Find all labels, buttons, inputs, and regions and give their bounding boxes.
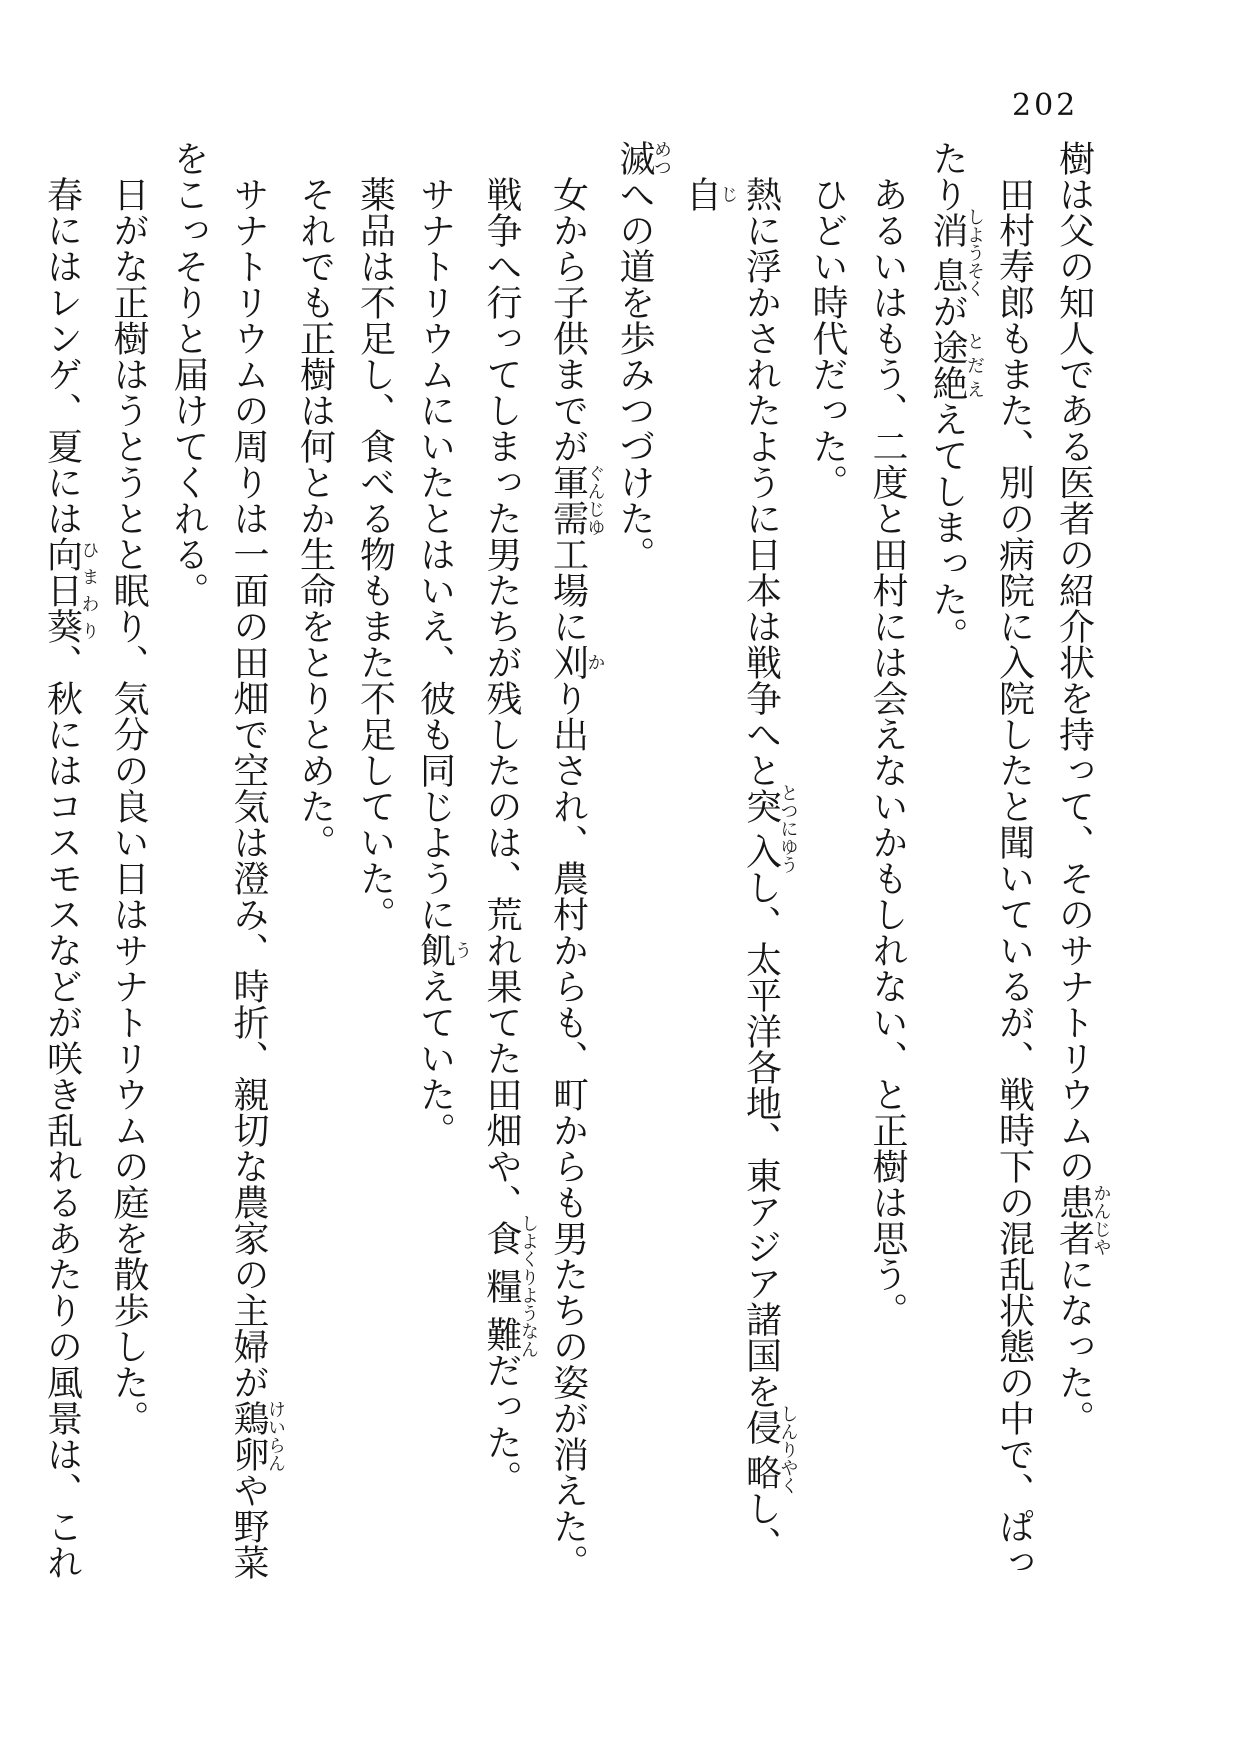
ruby-annotation: 自じ — [680, 176, 739, 212]
furigana: じ — [717, 176, 739, 212]
text-line: サナトリウムにいたとはいえ、彼も同じように飢うえていた。 — [414, 176, 473, 1148]
text-line: 女から子供までが軍需ぐんじゆ工場に刈かり出され、農村からも、町からも男たちの姿が消えた。 — [547, 176, 606, 1580]
text-line: たり消息しようそくが途絶とだええてしまった。 — [927, 140, 985, 653]
text-line: 日がな正樹はうとうとと眠り、気分の良い日はサナトリウムの庭を散歩した。 — [108, 176, 149, 1436]
page-number: 202 — [1012, 88, 1079, 123]
text-line: 田村寿郎もまた、別の病院に入院したと聞いているが、戦時下の混乱状態の中で、ぱっ — [993, 176, 1035, 1580]
text-line: 春にはレンゲ、夏には向日葵ひまわり、秋にはコスモスなどが咲き乱れるあたりの風景は、これ — [41, 176, 100, 1580]
furigana: めつ — [651, 140, 672, 176]
ruby-annotation: 患者かんじや — [1053, 1184, 1112, 1256]
text-line: 薬品は不足し、食べる物もまた不足していた。 — [354, 176, 396, 932]
ruby-annotation: 刈か — [547, 644, 606, 680]
text-line: あるいはもう、二度と田村には会えないかもしれない、と正樹は思う。 — [867, 176, 908, 1328]
text-line: ひどい時代だった。 — [807, 176, 848, 500]
furigana: けいらん — [265, 1400, 286, 1472]
ruby-annotation: 軍需ぐんじゆ — [547, 464, 606, 536]
furigana: かんじや — [1090, 1184, 1112, 1256]
furigana: とつにゆう — [777, 783, 799, 874]
ruby-annotation: 滅めつ — [614, 140, 672, 176]
furigana: ひまわり — [78, 536, 100, 644]
ruby-annotation: 鶏卵けいらん — [228, 1400, 286, 1472]
text-line: 熱に浮かされたように日本は戦争へと突入とつにゆうし、太平洋各地、東アジア諸国を侵略しんりやくし、自じ — [680, 176, 799, 1562]
text-line: それでも正樹は何とか生命をとりとめた。 — [294, 176, 336, 860]
furigana: か — [584, 644, 606, 680]
furigana: しよくりようなん — [518, 1214, 539, 1358]
furigana: ぐんじゆ — [584, 464, 606, 536]
text-line: 戦争へ行ってしまった男たちが残したのは、荒れ果てた田畑や、食糧難しよくりようなんだった。 — [481, 176, 539, 1496]
text-line: 滅めつへの道を歩みつづけた。 — [614, 140, 672, 572]
ruby-annotation: 向日葵ひまわり — [41, 536, 100, 644]
body-text — [32, 140, 1111, 1580]
furigana: しんりやく — [777, 1404, 799, 1495]
ruby-annotation: 消息しようそく — [927, 207, 985, 298]
furigana: とだえ — [964, 329, 985, 401]
ruby-annotation: 食糧難しよくりようなん — [481, 1214, 539, 1358]
text-line: 樹は父の知人である医者の紹介状を持って、そのサナトリウムの患者かんじやになった。 — [1053, 140, 1112, 1436]
furigana: しようそく — [964, 207, 985, 298]
ruby-annotation: 飢う — [414, 932, 473, 968]
ruby-annotation: 途絶とだえ — [927, 329, 985, 401]
ruby-annotation: 突入とつにゆう — [740, 783, 799, 874]
ruby-annotation: 侵略しんりやく — [740, 1404, 799, 1495]
text-line: をこっそりと届けてくれる。 — [168, 140, 209, 608]
furigana: う — [451, 932, 473, 968]
text-line: サナトリウムの周りは一面の田畑で空気は澄み、時折、親切な農家の主婦が鶏卵けいらんや野菜 — [228, 176, 286, 1580]
